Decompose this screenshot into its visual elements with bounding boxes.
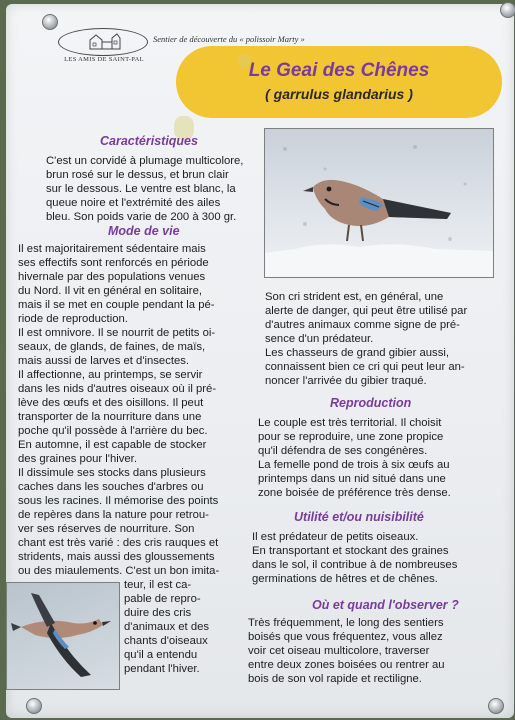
jay-in-flight-photo: [6, 582, 120, 690]
text-utilite: Il est prédateur de petits oiseaux. En transportant et stockant des graines dans le sol, il contribue à de nombreuses germinations de hêtres et de chênes.: [252, 531, 458, 585]
sign-board: [6, 4, 514, 718]
text-observer: Très fréquemment, le long des sentiers boisés que vous fréquentez, vous allez voir cet oiseau multicolore, traverser entre deux zones boisées ou rentrer au bois de son vol rapide et rectiligne.: [248, 617, 445, 685]
jay-on-snow-photo: [264, 128, 494, 278]
latin-name: ( garrulus glandarius ): [265, 86, 413, 102]
text-mode-de-vie-suite: teur, il est ca- pable de repro- duire des cris d'animaux et des chants d'oiseaux qu'il a entendu pendant l'hiver.: [124, 579, 210, 675]
weather-stain: [238, 54, 250, 68]
screw-top-right: [500, 2, 515, 18]
heading-utilite: Utilité et/ou nuisibilité: [294, 510, 424, 524]
text-mode-de-vie: Il est majoritairement sédentaire mais ses effectifs sont renforcés en période hivernale par des populations venues du Nord. Il vit en général en solitaire, mais il se met en couple pendant la pé- riode de reproduction. Il est omnivore. Il se nourrit de petits oi- seaux, de glands, de faines, de maïs, mais aussi de larves et d'insectes. Il affectionne, au printemps, se servir dans les nids d'autres oiseaux où il pré- lève des œufs et des oisillons. Il peut transporter de la nourriture dans une poche qu'il possède à l'arrière du bec. En automne, il est capable de stocker des graines pour l'hiver. Il dissimule ses stocks dans plusieurs caches dans les souches d'arbres ou sous les racines. Il mémorise des points de repères dans la nature pour retrou- ver ses réserves de nourriture. Son chant est très varié : des cris rauques et stridents, mais aussi des gloussements ou des miaulements. C'est un bon imita-: [18, 243, 220, 577]
text-reproduction: Le couple est très territorial. Il choisit pour se reproduire, une zone propice qu'il défendra de ses congénères. La femelle pond de trois à six œufs au printemps dans un nid situé dans une zone boisée de préférence très dense.: [258, 417, 451, 499]
heading-mode-de-vie: Mode de vie: [108, 224, 180, 238]
jay-in-flight-image: [7, 583, 119, 689]
text-cri: Son cri strident est, en général, une alerte de danger, qui peut être utilisé par d'autres animaux comme signe de pré- sence d'un prédateur. Les chasseurs de grand gibier aussi, connaissent bien ce cri qui peut leur an- noncer l'arrivée du gibier traqué.: [265, 291, 468, 387]
page-title: Le Geai des Chênes: [248, 60, 430, 81]
text-caracteristiques: C'est un corvidé à plumage multicolore, brun rosé sur le dessus, et brun clair sur le dessous. Le ventre est blanc, la queue noire et l'extrémité des ailes bleu. Son poids varie de 200 à 300 gr.: [46, 155, 244, 223]
title-banner: [176, 46, 502, 118]
trail-subtitle: Sentier de découverte du « polissoir Marty »: [153, 34, 305, 44]
heading-caracteristiques: Caractéristiques: [100, 134, 198, 148]
screw-bottom-left: [26, 698, 42, 714]
screw-bottom-right: [488, 698, 504, 714]
jay-on-snow-image: [265, 129, 493, 277]
heading-observer: Où et quand l'observer ?: [312, 598, 459, 612]
association-logo: [58, 24, 150, 68]
screw-top-left: [42, 14, 58, 30]
logo-text: LES AMIS DE SAINT-PAL: [64, 56, 144, 63]
village-drawing-icon: [88, 31, 122, 51]
heading-reproduction: Reproduction: [330, 396, 412, 410]
